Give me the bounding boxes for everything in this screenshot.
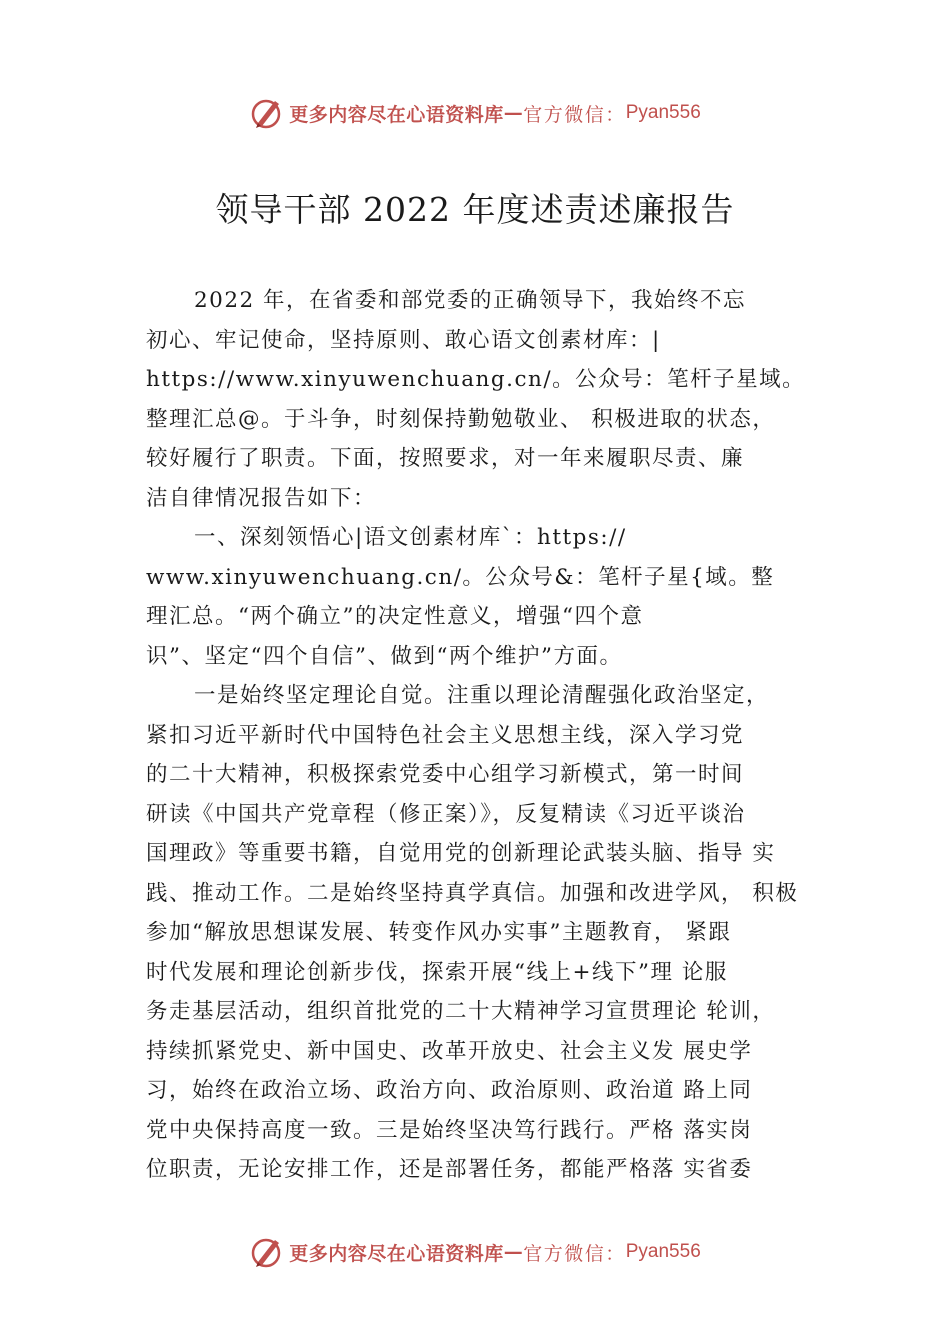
body-line: 持续抓紧党史、新中国史、改革开放史、社会主义发 展史学: [146, 1038, 753, 1064]
body-line: 时代发展和理论创新步伐，探索开展“线上+线下”理 论服: [146, 959, 728, 985]
banner-wechat-label: 官方微信：: [523, 1242, 626, 1265]
header-banner: [0, 93, 950, 133]
banner-wechat-label: 官方微信：: [523, 103, 626, 126]
body-line: 较好履行了职责。下面，按照要求，对一年来履职尽责、廉: [146, 446, 745, 471]
body-line: 理汇总。“两个确立”的决定性意义，增强“四个意: [146, 604, 644, 629]
footer-banner: [0, 1232, 950, 1272]
body-line: 初心、牢记使命，坚持原则、敢心语文创素材库：|: [146, 327, 661, 353]
body-line: 紧扣习近平新时代中国特色社会主义思想主线，深入学习党: [146, 722, 745, 748]
body-line: 的二十大精神，积极探索党委中心组学习新模式，第一时间: [146, 762, 745, 787]
body-line: 整理汇总@。于斗争，时刻保持勤勉敬业、 积极进取的状态，: [146, 406, 776, 432]
body-line: 2022 年，在省委和部党委的正确领导下，我始终不忘: [194, 288, 747, 313]
banner-wechat-id: Pyan556: [625, 102, 701, 123]
document-body: [146, 281, 836, 1190]
body-line: 党中央保持高度一致。三是始终坚决笃行践行。严格 落实岗: [146, 1117, 753, 1143]
body-line: 习，始终在政治立场、政治方向、政治原则、政治道 路上同: [146, 1078, 753, 1103]
body-line: 践、推动工作。二是始终坚持真学真信。加强和改进学风， 积极: [146, 880, 799, 906]
banner-wechat-id: Pyan556: [625, 1241, 701, 1262]
body-line: 识”、坚定“四个自信”、做到“两个维护”方面。: [146, 643, 623, 669]
banner-brand: 更多内容尽在心语资料库: [289, 1242, 504, 1265]
pen-logo-icon: [249, 95, 285, 131]
banner-dash: —: [503, 102, 524, 124]
banner-brand: 更多内容尽在心语资料库: [289, 103, 504, 126]
pen-logo-icon: [249, 1234, 285, 1270]
body-line: 国理政》等重要书籍，自觉用党的创新理论武装头脑、指导 实: [146, 841, 776, 866]
document-title: 领导干部 2022 年度述责述廉报告: [215, 190, 735, 229]
body-line: 研读《中国共产党章程（修正案）》，反复精读《习近平谈治: [146, 801, 746, 827]
body-line: 参加“解放思想谋发展、转变作风办实事”主题教育， 紧跟: [146, 920, 732, 945]
body-line: www.xinyuwenchuang.cn/。公众号&：笔杆子星{域。整: [146, 564, 775, 590]
body-line: 务走基层活动，组织首批党的二十大精神学习宣贯理论 轮训，: [146, 999, 776, 1024]
body-line: 位职责，无论安排工作，还是部署任务，都能严格落 实省委: [146, 1157, 753, 1182]
body-line: 洁自律情况报告如下：: [146, 485, 377, 511]
body-line: 一、深刻领悟心|语文创素材库`：https://: [194, 525, 627, 550]
body-line: https://www.xinyuwenchuang.cn/。公众号：笔杆子星域。: [146, 367, 806, 392]
banner-dash: —: [503, 1241, 524, 1263]
body-line: 一是始终坚定理论自觉。注重以理论清醒强化政治坚定，: [194, 683, 770, 708]
